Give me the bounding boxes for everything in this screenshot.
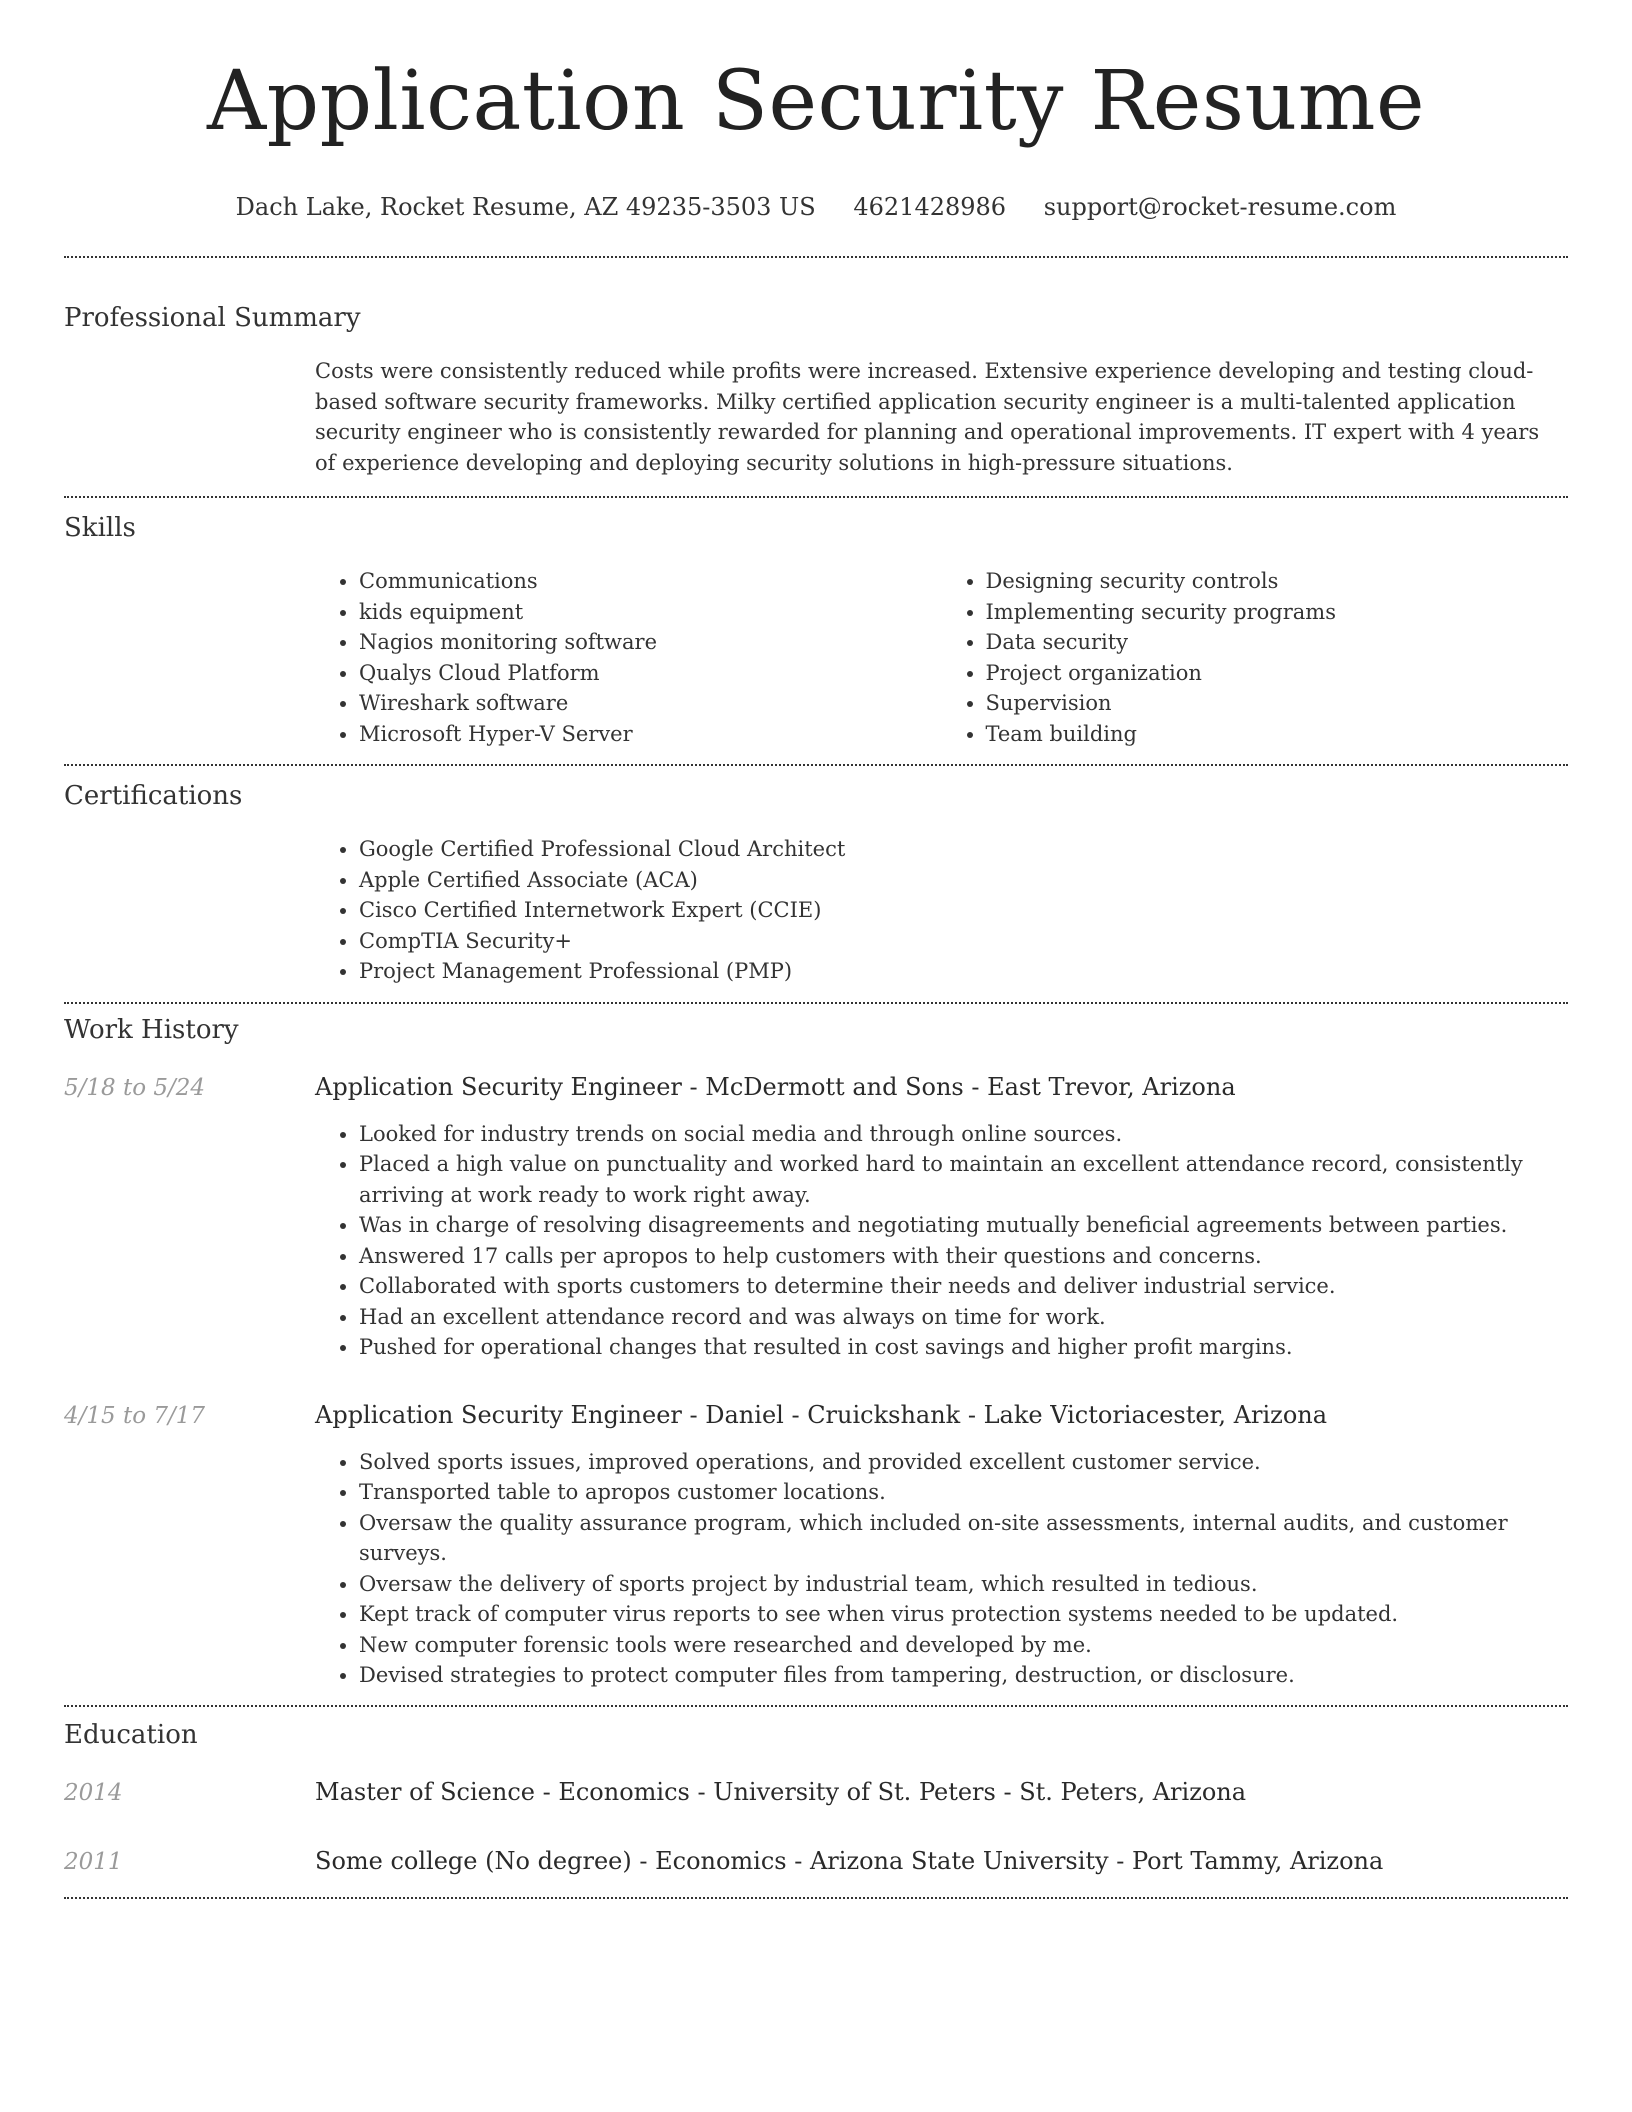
education-heading: Education: [64, 1719, 198, 1750]
skill-item: • Data security: [986, 627, 1569, 658]
education-entry: [64, 1846, 1568, 1897]
skill-item: • Project organization: [986, 658, 1569, 689]
job-duty-item: • Transported table to apropos customer locations.: [359, 1477, 1568, 1508]
certification-item: • Project Management Professional (PMP): [359, 956, 1568, 987]
work-history-section: [64, 1004, 1568, 1705]
job-duty-item: • Was in charge of resolving disagreements and negotiating mutually beneficial agreements between parties.: [359, 1210, 1568, 1241]
job-duty-item: • Solved sports issues, improved operations, and provided excellent customer service.: [359, 1447, 1568, 1478]
job-duty-item: • Oversaw the delivery of sports project by industrial team, which resulted in tedious.: [359, 1569, 1568, 1600]
certifications-heading: Certifications: [64, 781, 243, 811]
education-title: Master of Science - Economics - University of St. Peters - St. Peters, Arizona: [315, 1777, 1247, 1806]
certification-item: • Cisco Certified Internetwork Expert (CCIE): [359, 895, 1568, 926]
job-dates: 5/18 to 5/24: [64, 1074, 206, 1101]
education-year: 2011: [64, 1848, 123, 1875]
skills-list-right: [942, 566, 1569, 749]
certifications-list: [315, 834, 1568, 987]
job-entry: [64, 1400, 1568, 1431]
job-duties-list: [315, 1119, 1568, 1363]
summary-section: [64, 258, 1568, 496]
certification-item: • CompTIA Security+: [359, 926, 1568, 957]
job-duties-list: [315, 1447, 1568, 1691]
job-title: Application Security Engineer - McDermott and Sons - East Trevor, Arizona: [315, 1072, 1236, 1101]
skills-list-left: [315, 566, 942, 749]
job-duties: [315, 1119, 1568, 1363]
skills-grid: [315, 566, 1568, 764]
certifications-list-wrap: [315, 834, 1568, 1002]
skill-item: • Team building: [986, 719, 1569, 750]
contact-email: support@rocket-resume.com: [1043, 193, 1397, 221]
skill-item: • Supervision: [986, 688, 1569, 719]
skill-item: • Implementing security programs: [986, 597, 1569, 628]
job-duty-item: • Answered 17 calls per apropos to help customers with their questions and concerns.: [359, 1241, 1568, 1272]
job-duties: [315, 1447, 1568, 1705]
skill-item: • Communications: [359, 566, 942, 597]
job-duty-item: • Pushed for operational changes that resulted in cost savings and higher profit margins.: [359, 1332, 1568, 1363]
skill-item: • Qualys Cloud Platform: [359, 658, 942, 689]
job-entry: [64, 1072, 1568, 1103]
education-year: 2014: [64, 1779, 123, 1806]
job-duty-item: • Oversaw the quality assurance program, which included on-site assessments, internal audits, and customer surveys.: [359, 1508, 1568, 1569]
summary-text: Costs were consistently reduced while profits were increased. Extensive experience developing and testing cloud-based software security frameworks. Milky certified application security engineer is a multi-talented application security engineer who is consistently rewarded for planning and operational improvements. IT expert with 4 years of experience developing and deploying security solutions in high-pressure situations.: [315, 359, 1540, 475]
skill-item: • Designing security controls: [986, 566, 1569, 597]
certification-item: • Apple Certified Associate (ACA): [359, 865, 1568, 896]
job-duty-item: • Collaborated with sports customers to determine their needs and deliver industrial service.: [359, 1271, 1568, 1302]
skill-item: • kids equipment: [359, 597, 942, 628]
contact-phone: 4621428986: [853, 193, 1007, 221]
certifications-section: [64, 766, 1568, 1002]
job-duty-item: • Looked for industry trends on social media and through online sources.: [359, 1119, 1568, 1150]
education-title: Some college (No degree) - Economics - Arizona State University - Port Tammy, Arizona: [315, 1846, 1384, 1875]
certification-item: • Google Certified Professional Cloud Architect: [359, 834, 1568, 865]
resume-header: [64, 0, 1568, 222]
work-history-heading: Work History: [64, 1014, 239, 1045]
job-duty-item: • Had an excellent attendance record and was always on time for work.: [359, 1302, 1568, 1333]
job-duty-item: • Kept track of computer virus reports to see when virus protection systems needed to be updated.: [359, 1599, 1568, 1630]
skill-item: • Microsoft Hyper-V Server: [359, 719, 942, 750]
contact-line: [64, 192, 1568, 222]
summary-heading: Professional Summary: [64, 303, 361, 333]
skills-heading: Skills: [64, 513, 136, 543]
job-duty-item: • Placed a high value on punctuality and worked hard to maintain an excellent attendance record, consistently arriving at work ready to work right away.: [359, 1149, 1568, 1210]
education-section: [64, 1707, 1568, 1897]
job-title: Application Security Engineer - Daniel - Cruickshank - Lake Victoriacester, Arizona: [315, 1400, 1328, 1429]
skills-section: [64, 498, 1568, 764]
section-divider: [64, 1897, 1568, 1899]
job-dates: 4/15 to 7/17: [64, 1402, 206, 1429]
skill-item: • Nagios monitoring software: [359, 627, 942, 658]
job-duty-item: • Devised strategies to protect computer files from tampering, destruction, or disclosure.: [359, 1660, 1568, 1691]
skill-item: • Wireshark software: [359, 688, 942, 719]
resume-title: Application Security Resume: [206, 54, 1426, 149]
education-entry: [64, 1777, 1568, 1808]
job-duty-item: • New computer forensic tools were researched and developed by me.: [359, 1630, 1568, 1661]
contact-address: Dach Lake, Rocket Resume, AZ 49235-3503 US: [235, 193, 816, 221]
